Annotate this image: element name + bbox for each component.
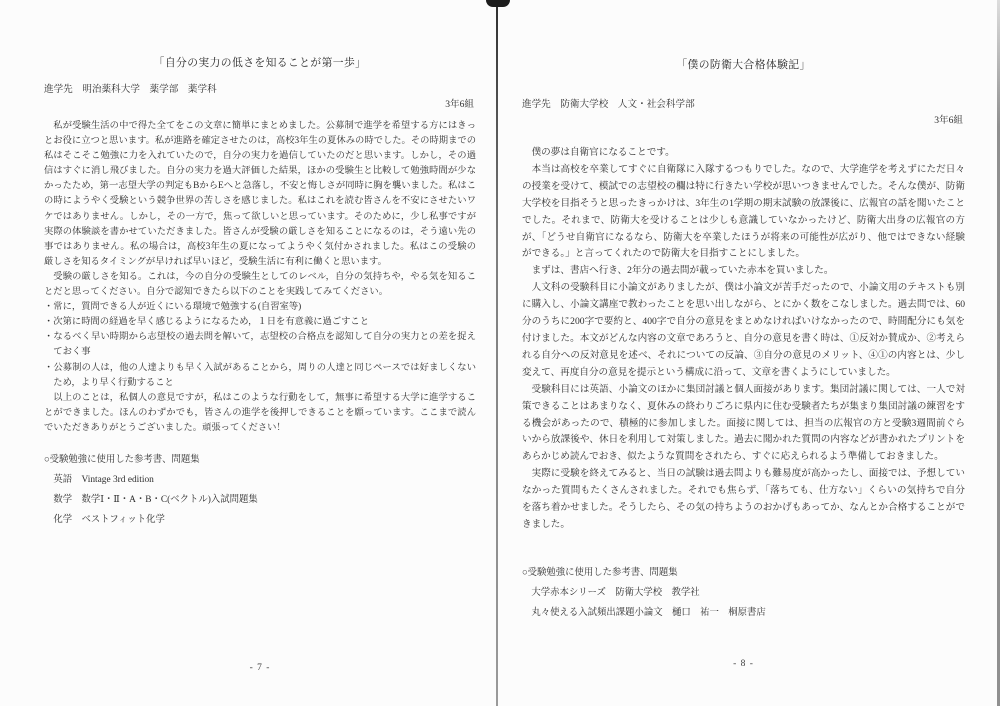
reference-books-heading: ○受験勉強に使用した参考書、問題集 [522,568,678,578]
essay-body [44,119,476,436]
book-entry: 英語 Vintage 3rd edition [53,475,154,485]
bullet-item: ・常に，質問できる人が近くにいる環境で勉強する(自習室等) [44,302,302,313]
reference-books-section [44,450,476,530]
essay-title: 「僕の防衛大合格体験記」 [676,59,811,71]
essay-body [522,145,965,534]
class-label: 3年6組 [934,115,963,126]
page-number: - 8 - [733,659,754,669]
reference-books-section [522,563,965,623]
body-paragraph: 受験の厳しさを知る。これは，今の自分の受験生としてのレベル，自分の気持ちや，やる気を知ることだと思ってください。自分で認知できたら以下のことを実践してみてください。 [44,271,476,298]
book-entry: 丸々使える入試頻出課題小論文 樋口 祐一 桐原書店 [531,608,766,618]
body-paragraph: 実際に受験を終えてみると、当日の試験は過去問よりも難易度が高かったし、面接では、予想していなかった質問もたくさんされました。それでも焦らず、「落ちても、仕方ない」くらいの気持ちで自分を落ち着かせました。そうしたら、その気の持ちようのおかげもあってか、なんとか合格することができました。 [522,468,965,530]
body-paragraph: 私が受験生活の中で得た全てをこの文章に簡単にまとめました。公募制で進学を希望する方にはきっとお役に立つと思います。私が進路を確定させたのは，高校3年生の夏休みの時でした。その時期までの私はそこそこ勉強に力を入れていたので，自分の実力を過信していたのだと思います。しかし，その過信はすぐに消し飛びました。自分の実力を過大評価した結果，ほかの受験生と比較して勉強時間が少なかったため，第一志望大学の判定もBからEへと急落し，不安と悔しさが同時に胸を襲いました。私はこの時にようやく受験という競争世界の苦しさを感じました。私はこれを読む皆さんを不安にさせたいワケではありません。しかし，その一方で，焦って欲しいと思っています。そのために，少し私事ですが実際の体験談を書かせていただきました。皆さんが受験の厳しさを知ることになるのは，そう遠い先の事ではありません。私の場合は，高校3年生の夏になってようやく気付かされました。私はこの受験の厳しさを知るタイミングが早ければ早いほど，受験生活に有利に働くと思います。 [44,121,476,267]
book-entry: 大学赤本シリーズ 防衛大学校 教学社 [531,588,700,598]
destination-line: 進学先 防衛大学校 人文・社会科学部 [522,99,695,110]
page-number: - 7 - [249,663,271,673]
right-page [522,0,965,706]
body-paragraph: 受験科目には英語、小論文のほかに集団討議と個人面接があります。集団討議に関しては、一人で対策できることはあまりなく、夏休みの終わりごろに県内に住む受験者たちが集まり集団討議の練習をする機会があったので、積極的に参加しました。面接に関しては、担当の広報官の方と受験3週間前ぐらいから放課後や、休日を利用して対策しました。過去に聞かれた質問の内容などが書かれたプリントをあらかじめ読んでおき、似たような質問をされたら、すぐに応えられるよう準備しておきました。 [522,383,965,463]
body-paragraph: 以上のことは，私個人の意見ですが，私はこのような行動をして，無事に希望する大学に進学することができました。ほんのわずかでも，皆さんの進学を後押しできることを願っています。ここまで読んでいただきありがとうございました。頑張ってください！ [44,392,476,433]
body-paragraph: 人文科の受験科目に小論文がありましたが、僕は小論文が苦手だったので、小論文用のテキストも別に購入し、小論文講座で教わったことを思い出しながら、とにかく数をこなしました。過去問では、60分のうちに200字で要約と、400字で自分の意見をまとめなければいけなかったので、時間配分にも気を付けました。本文がどんな内容の文章であろうと、自分の意見を書く時は、①反対か賛成か、②考えられる自分への反対意見を述べ、それについての反論、③自分の意見のメリット、④①の内容とは、少し変えて、再度自分の意見を提示という構成に沿って、文章を書くようにしていました。 [522,282,965,378]
book-entry: 化学 ベストフィット化学 [53,515,165,525]
body-paragraph: まずは、書店へ行き、2年分の過去問が載っていた赤本を買いました。 [531,265,834,277]
class-label: 3年6組 [445,99,474,110]
left-page [44,0,476,706]
book-spine-shadow [496,0,498,706]
essay-title: 「自分の実力の低さを知ることが第一歩」 [153,57,367,69]
reference-books-heading: ○受験勉強に使用した参考書、問題集 [44,455,200,465]
destination-line: 進学先 明治薬科大学 薬学部 薬学科 [44,84,217,95]
bullet-item: ・なるべく早い時期から志望校の過去問を解いて，志望校の合格点を認知して自分の実力との差を捉えておく事 [44,332,476,358]
book-spine-top-shadow [486,0,510,7]
book-entry: 数学 数学Ⅰ・Ⅱ・A・B・C(ベクトル)入試問題集 [53,495,258,505]
bullet-item: ・公募制の人は，他の人達よりも早く入試があることから，周りの人達と同じペースでは好ましくないため，より早く行動すること [44,362,476,388]
body-paragraph: 本当は高校を卒業してすぐに自衛隊に入隊するつもりでした。なので、大学進学を考えずにただ日々の授業を受けて、模試での志望校の欄は特に行きたい学校が思いつきませんでした。そんな僕が、防衛大学校を目指そうと思ったきっかけは、3年生の1学期の期末試験の放課後に、広報官の話を聞いたことでした。それまで、防衛大を受けることは少しも意識していなかったけど、防衛大出身の広報官の方が、「どうせ自衛官になるなら、防衛大を卒業したほうが将来の可能性が広がり、他ではできない経験ができる。」と言ってくれたので防衛大を目指すことにしました。 [522,163,965,260]
bullet-item: ・次第に時間の経過を早く感じるようになるため，１日を有意義に過ごすこと [44,317,370,328]
body-paragraph: 僕の夢は自衛官になることです。 [531,147,675,158]
